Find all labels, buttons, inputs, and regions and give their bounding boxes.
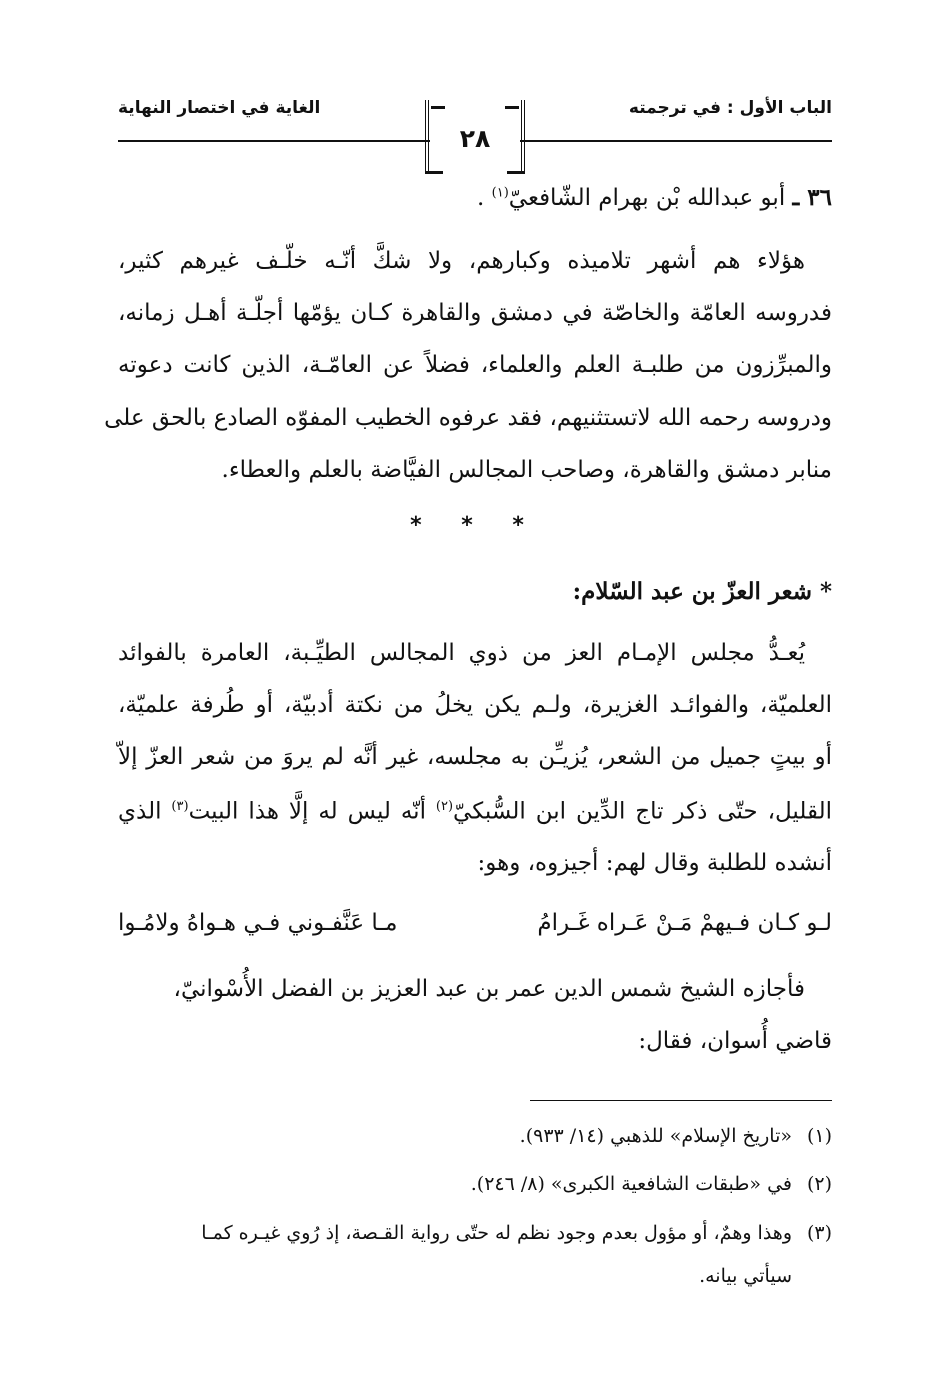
footnote-number: (٣)	[806, 1222, 832, 1244]
paragraph-line: أنشده للطلبة وقال لهم: أجيزوه، وهو:	[477, 850, 832, 876]
paragraph-line: فأجازه الشيخ شمس الدين عمر بن عبد العزيز بن الفضل الأُسْوانيّ،	[173, 976, 805, 1002]
entry-number: ٣٦ ـ	[792, 184, 832, 211]
paragraph-line: القليل، حتّى ذكر تاج الدِّين ابن السُّبكيّ$^{(٢)}$ أنّه ليس له إلَّا هذا البيت$^{(٣)}$ الذي	[118, 798, 832, 825]
paragraph-line: والمبرِّزون من طلبـة العلم والعلماء، فضلاً عن العامّـة، الذين كانت دعوته	[118, 352, 832, 378]
paragraph-line: ودروسه رحمه الله لاتستثنيهم، فقد عرفوه الخطيب المفوّه الصادع بالحق على	[104, 405, 832, 431]
footnote-text: في «طبقات الشافعية الكبرى» (٨/ ٢٤٦).	[470, 1173, 792, 1195]
header-book-title: الغاية في اختصار النهاية	[118, 98, 321, 118]
header-rule-right	[520, 140, 832, 142]
footnote-text: «تاريخ الإسلام» للذهبي (١٤/ ٩٣٣).	[519, 1125, 792, 1147]
paragraph-line: يُعـدُّ مجلس الإمـام العز من ذوي المجالس الطيِّـبة، العامرة بالفوائد	[118, 640, 805, 666]
footnote-ref-3: (٣)	[171, 799, 189, 814]
header-rule-left	[118, 140, 430, 142]
paragraph-line: فدروسه العامّة والخاصّة في دمشق والقاهرة كـان يؤمّها أجلّـة أهـل زمانه،	[118, 300, 832, 326]
page-number-frame	[425, 100, 525, 174]
footnote-ref-2: (٢)	[435, 799, 454, 814]
footnote	[118, 1175, 832, 1194]
footnote	[118, 1127, 832, 1146]
paragraph-line: قاضي أُسوان، فقال:	[638, 1028, 832, 1054]
footnote-ref-1: (١)	[491, 185, 509, 201]
footnote-text: وهذا وهمٌ، أو مؤول بعدم وجود نظم له حتّى رواية القـصة، إذ رُوي غيـره كمـا	[201, 1222, 792, 1244]
entry-line	[118, 186, 832, 210]
paragraph-line: العلميّة، والفوائـد الغزيرة، ولـم يكن يخلُ من نكتة أدبيّة، أو طُرفة علميّة،	[118, 692, 832, 718]
footnote-number: (٢)	[806, 1173, 832, 1195]
footnote-number: (١)	[806, 1125, 832, 1147]
section-heading: * شعر العزّ بن عبد السّلام:	[572, 578, 832, 605]
header-chapter-title: الباب الأول : في ترجمته	[628, 98, 832, 118]
verse-second-hemistich: مـا عَنَّفـوني فـي هـواهُ ولامُـوا	[118, 910, 398, 936]
footnote-rule	[530, 1100, 832, 1101]
entry-end: .	[477, 185, 485, 211]
paragraph-line: هؤلاء هم أشهر تلاميذه وكبارهم، ولا شكَّ أنّـه خلّـف غيرهم كثير،	[118, 248, 805, 274]
footnote-continuation: سيأتي بيانه.	[699, 1265, 792, 1287]
paragraph-line: أو بيتٍ جميل من الشعر، يُزيـِّن به مجلسه، غير أنَّه لم يروَ من شعر العزّ إلاّ	[118, 744, 832, 770]
page-number: ٢٨	[459, 124, 491, 153]
footnote	[118, 1224, 832, 1243]
verse-first-hemistich: لـو كـان فـيهمْ مَـنْ عَـراه غَـرامُ	[537, 910, 832, 936]
entry-text: أبو عبدالله بْن بهرام الشّافعيّ	[508, 185, 786, 211]
paragraph-line: منابر دمشق والقاهرة، وصاحب المجالس الفيَّاضة بالعلم والعطاء.	[221, 457, 832, 483]
section-separator: * * *	[410, 513, 540, 538]
